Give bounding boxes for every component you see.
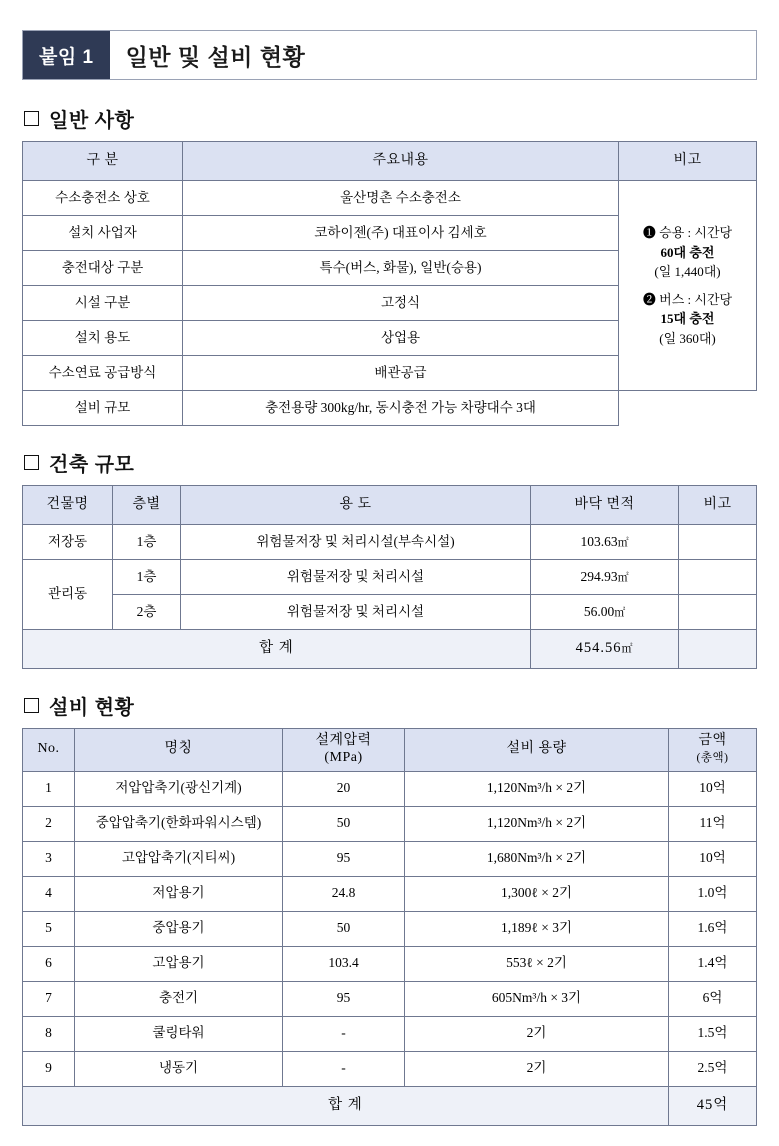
row-label: 설치 용도: [23, 321, 183, 356]
building-name: 저장동: [23, 525, 113, 560]
column-header-amount: 금액 (총액): [669, 729, 757, 772]
table-header-row: [23, 729, 757, 772]
total-label: 합 계: [23, 1086, 669, 1125]
design-pressure: 20: [283, 771, 405, 806]
remarks: [679, 525, 757, 560]
design-pressure: 50: [283, 806, 405, 841]
equipment-name: 중압용기: [75, 911, 283, 946]
table-row: [23, 1016, 757, 1051]
table-row: [23, 911, 757, 946]
floor-area: 56.00㎡: [531, 595, 679, 630]
section-title-equipment: 설비 현황: [49, 697, 135, 719]
section-heading-equipment: [24, 691, 757, 720]
section-heading-building: [24, 448, 757, 477]
equipment-name: 쿨링타워: [75, 1016, 283, 1051]
design-pressure: 24.8: [283, 876, 405, 911]
row-label: 수소연료 공급방식: [23, 356, 183, 391]
column-header-use: 용 도: [181, 486, 531, 525]
table-row: [23, 525, 757, 560]
equipment-no: 9: [23, 1051, 75, 1086]
column-header-no: No.: [23, 729, 75, 772]
title-banner: [22, 30, 757, 80]
page-title: 일반 및 설비 현황: [125, 43, 306, 70]
total-label: 합 계: [23, 630, 531, 669]
floor-area: 294.93㎡: [531, 560, 679, 595]
equipment-name: 고압용기: [75, 946, 283, 981]
building-scale-table: [22, 485, 757, 669]
equipment-amount: 1.5억: [669, 1016, 757, 1051]
equipment-capacity: 1,300ℓ × 2기: [405, 876, 669, 911]
design-pressure: 95: [283, 981, 405, 1016]
row-value: 고정식: [183, 286, 619, 321]
equipment-no: 2: [23, 806, 75, 841]
equipment-name: 냉동기: [75, 1051, 283, 1086]
column-header-building-name: 건물명: [23, 486, 113, 525]
table-row: [23, 560, 757, 595]
equipment-capacity: 605Nm³/h × 3기: [405, 981, 669, 1016]
floor: 2층: [113, 595, 181, 630]
table-row: [23, 391, 757, 426]
equipment-amount: 1.0억: [669, 876, 757, 911]
table-total-row: [23, 1086, 757, 1125]
row-label: 충전대상 구분: [23, 251, 183, 286]
table-row: [23, 876, 757, 911]
table-total-row: [23, 630, 757, 669]
floor: 1층: [113, 525, 181, 560]
row-value: 특수(버스, 화물), 일반(승용): [183, 251, 619, 286]
remarks: [679, 560, 757, 595]
equipment-amount: 1.6억: [669, 911, 757, 946]
column-header-equipment-name: 명칭: [75, 729, 283, 772]
equipment-capacity: 1,120Nm³/h × 2기: [405, 771, 669, 806]
row-value: 배관공급: [183, 356, 619, 391]
row-label: 설치 사업자: [23, 216, 183, 251]
building-name: 관리동: [23, 560, 113, 630]
floor-area: 103.63㎡: [531, 525, 679, 560]
table-row: [23, 1051, 757, 1086]
equipment-no: 6: [23, 946, 75, 981]
table-row: [23, 181, 757, 216]
design-pressure: 103.4: [283, 946, 405, 981]
equipment-no: 8: [23, 1016, 75, 1051]
equipment-amount: 6억: [669, 981, 757, 1016]
equipment-status-table: [22, 728, 757, 1126]
column-header-design-pressure: 설계압력 (MPa): [283, 729, 405, 772]
equipment-capacity: 1,680Nm³/h × 2기: [405, 841, 669, 876]
use: 위험물저장 및 처리시설: [181, 560, 531, 595]
equipment-capacity: 2기: [405, 1016, 669, 1051]
column-header-floor: 층별: [113, 486, 181, 525]
note-spacer: [623, 282, 752, 290]
column-header-remarks: 비고: [619, 142, 757, 181]
row-value: 상업용: [183, 321, 619, 356]
design-pressure: -: [283, 1051, 405, 1086]
row-value: 울산명촌 수소충전소: [183, 181, 619, 216]
equipment-name: 중압압축기(한화파워시스템): [75, 806, 283, 841]
row-label: 시설 구분: [23, 286, 183, 321]
table-header-row: [23, 142, 757, 181]
total-area: 454.56㎡: [531, 630, 679, 669]
column-header-remarks: 비고: [679, 486, 757, 525]
column-header-division: 구 분: [23, 142, 183, 181]
note-item-2-line-2: 15대 충전: [660, 311, 715, 326]
design-pressure: 50: [283, 911, 405, 946]
remarks: [679, 595, 757, 630]
equipment-amount: 1.4억: [669, 946, 757, 981]
checkbox-square-icon: [24, 455, 39, 470]
note-item-1-line-3: (일 1,440대): [654, 264, 721, 279]
equipment-name: 저압압축기(광신기계): [75, 771, 283, 806]
equipment-amount: 11억: [669, 806, 757, 841]
note-item-1-line-1: ❶ 승용 : 시간당: [642, 225, 733, 240]
equipment-name: 저압용기: [75, 876, 283, 911]
equipment-no: 3: [23, 841, 75, 876]
table-header-row: [23, 486, 757, 525]
column-header-floor-area: 바닥 면적: [531, 486, 679, 525]
equipment-capacity: 2기: [405, 1051, 669, 1086]
row-value: 코하이젠(주) 대표이사 김세호: [183, 216, 619, 251]
general-info-table: [22, 141, 757, 426]
checkbox-square-icon: [24, 698, 39, 713]
section-heading-general: [24, 104, 757, 133]
equipment-amount: 10억: [669, 841, 757, 876]
use: 위험물저장 및 처리시설(부속시설): [181, 525, 531, 560]
row-label: 수소충전소 상호: [23, 181, 183, 216]
attachment-tag: 붙임 1: [23, 31, 110, 79]
total-amount: 45억: [669, 1086, 757, 1125]
section-title-general: 일반 사항: [49, 110, 135, 132]
design-pressure: 95: [283, 841, 405, 876]
row-value: 충전용량 300kg/hr, 동시충전 가능 차량대수 3대: [183, 391, 619, 426]
equipment-capacity: 1,189ℓ × 3기: [405, 911, 669, 946]
equipment-name: 충전기: [75, 981, 283, 1016]
equipment-capacity: 553ℓ × 2기: [405, 946, 669, 981]
column-header-capacity: 설비 용량: [405, 729, 669, 772]
equipment-amount: 2.5억: [669, 1051, 757, 1086]
table-row: [23, 946, 757, 981]
remarks-cell: [619, 181, 757, 391]
design-pressure: -: [283, 1016, 405, 1051]
note-item-2-line-1: ❷ 버스 : 시간당: [642, 291, 733, 307]
table-row: [23, 595, 757, 630]
table-row: [23, 806, 757, 841]
floor: 1층: [113, 560, 181, 595]
table-row: [23, 771, 757, 806]
table-row: [23, 841, 757, 876]
equipment-no: 1: [23, 771, 75, 806]
checkbox-square-icon: [24, 111, 39, 126]
equipment-capacity: 1,120Nm³/h × 2기: [405, 806, 669, 841]
section-title-building: 건축 규모: [49, 454, 135, 476]
note-item-2-line-3: (일 360대): [659, 330, 716, 346]
total-remarks: [679, 630, 757, 669]
equipment-no: 7: [23, 981, 75, 1016]
note-item-1-line-2: 60대 충전: [660, 244, 715, 260]
equipment-no: 4: [23, 876, 75, 911]
row-label: 설비 규모: [23, 391, 183, 426]
equipment-amount: 10억: [669, 771, 757, 806]
use: 위험물저장 및 처리시설: [181, 595, 531, 630]
column-header-content: 주요내용: [183, 142, 619, 181]
table-row: [23, 981, 757, 1016]
equipment-no: 5: [23, 911, 75, 946]
equipment-name: 고압압축기(지티씨): [75, 841, 283, 876]
